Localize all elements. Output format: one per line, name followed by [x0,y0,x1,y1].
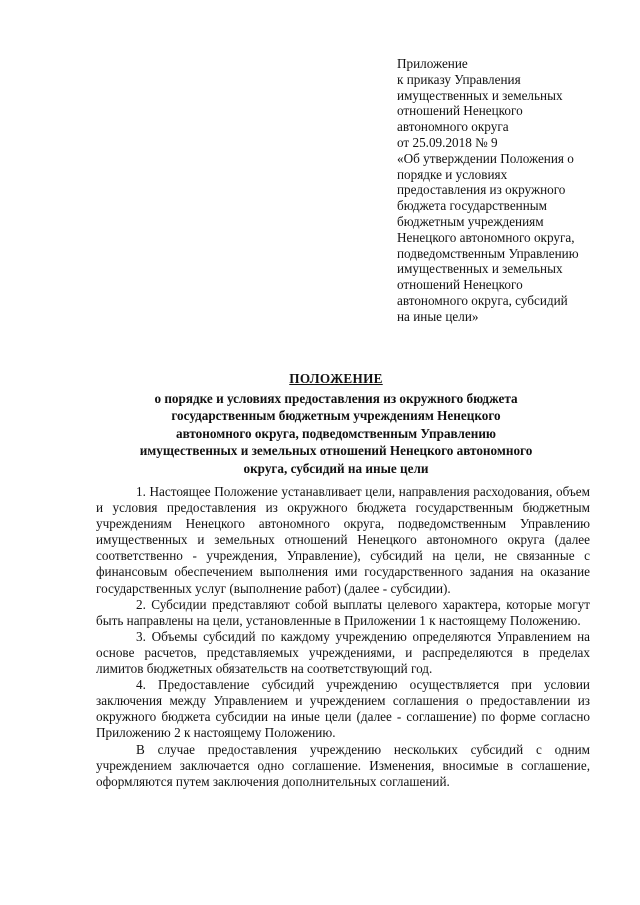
paragraph-2: 2. Субсидии представляют собой выплаты целевого характера, которые могут быть направлены на цели, установленные в Приложении 1 к настоящему Положению. [96,596,590,628]
appendix-line: порядке и условиях [397,166,508,182]
appendix-line: Ненецкого автономного округа, [397,229,575,245]
appendix-line: бюджета государственным [397,198,548,214]
paragraph-3: 3. Объемы субсидий по каждому учреждению определяются Управлением на основе расчетов, представляемых учреждениями, и распределяются в пределах лимитов бюджетных обязательств на соответствующий год. [96,628,590,677]
title-line: имущественных и земельных отношений Ненецкого автономного [139,443,533,458]
title-line: округа, субсидий на иные цели [243,460,429,476]
appendix-line: автономного округа, субсидий [397,292,568,308]
appendix-line: имущественных и земельных [397,87,563,103]
appendix-line: к приказу Управления [397,71,521,87]
appendix-line: отношений Ненецкого [397,277,523,293]
document-title [96,370,576,477]
appendix-line: на иные цели» [397,308,479,324]
appendix-line: автономного округа [397,119,509,135]
appendix-line: бюджетным учреждениям [397,213,544,229]
appendix-line: от 25.09.2018 № 9 [397,134,498,150]
appendix-line: отношений Ненецкого [397,103,523,119]
title-line: автономного округа, подведомственным Управлению [175,425,497,441]
appendix-line: предоставления из окружного [397,182,566,198]
title-line: о порядке и условиях предоставления из окружного бюджета [154,390,518,406]
document-body [96,484,590,790]
paragraph-5: В случае предоставления учреждению нескольких субсидий с одним учреждением заключается одно соглашение. Изменения, вносимые в соглашение, оформляются путем заключения дополнительных соглашений. [96,741,590,789]
title-line: государственным бюджетным учреждениям Ненецкого [171,408,501,423]
appendix-line: «Об утверждении Положения о [397,150,574,166]
appendix-line: подведомственным Управлению [397,245,579,261]
appendix-line: Приложение [397,56,468,71]
appendix-line: имущественных и земельных [397,261,563,277]
paragraph-1: 1. Настоящее Положение устанавливает цели, направления расходования, объем и условия предоставления из окружного бюджета государственным бюджетным учреждениям Ненецкого автономного округа, подведомственным Управлению имущественных и земельных отношений Ненецкого автономного округа (далее соответственно - учреждения, Управление), субсидий на цели, не связанные с финансовым обеспечением выполнения ими государственного задания на оказание государственных услуг (выполнение работ) (далее - субсидии). [96,484,590,596]
paragraph-4: 4. Предоставление субсидий учреждению осуществляется при условии заключения между Управлением и учреждением соглашения о предоставлении из окружного бюджета субсидии на иные цели (далее - соглашение) по форме согласно Приложению 2 к настоящему Положению. [96,677,590,741]
appendix-header [397,56,602,325]
title-heading: ПОЛОЖЕНИЕ [289,371,383,386]
